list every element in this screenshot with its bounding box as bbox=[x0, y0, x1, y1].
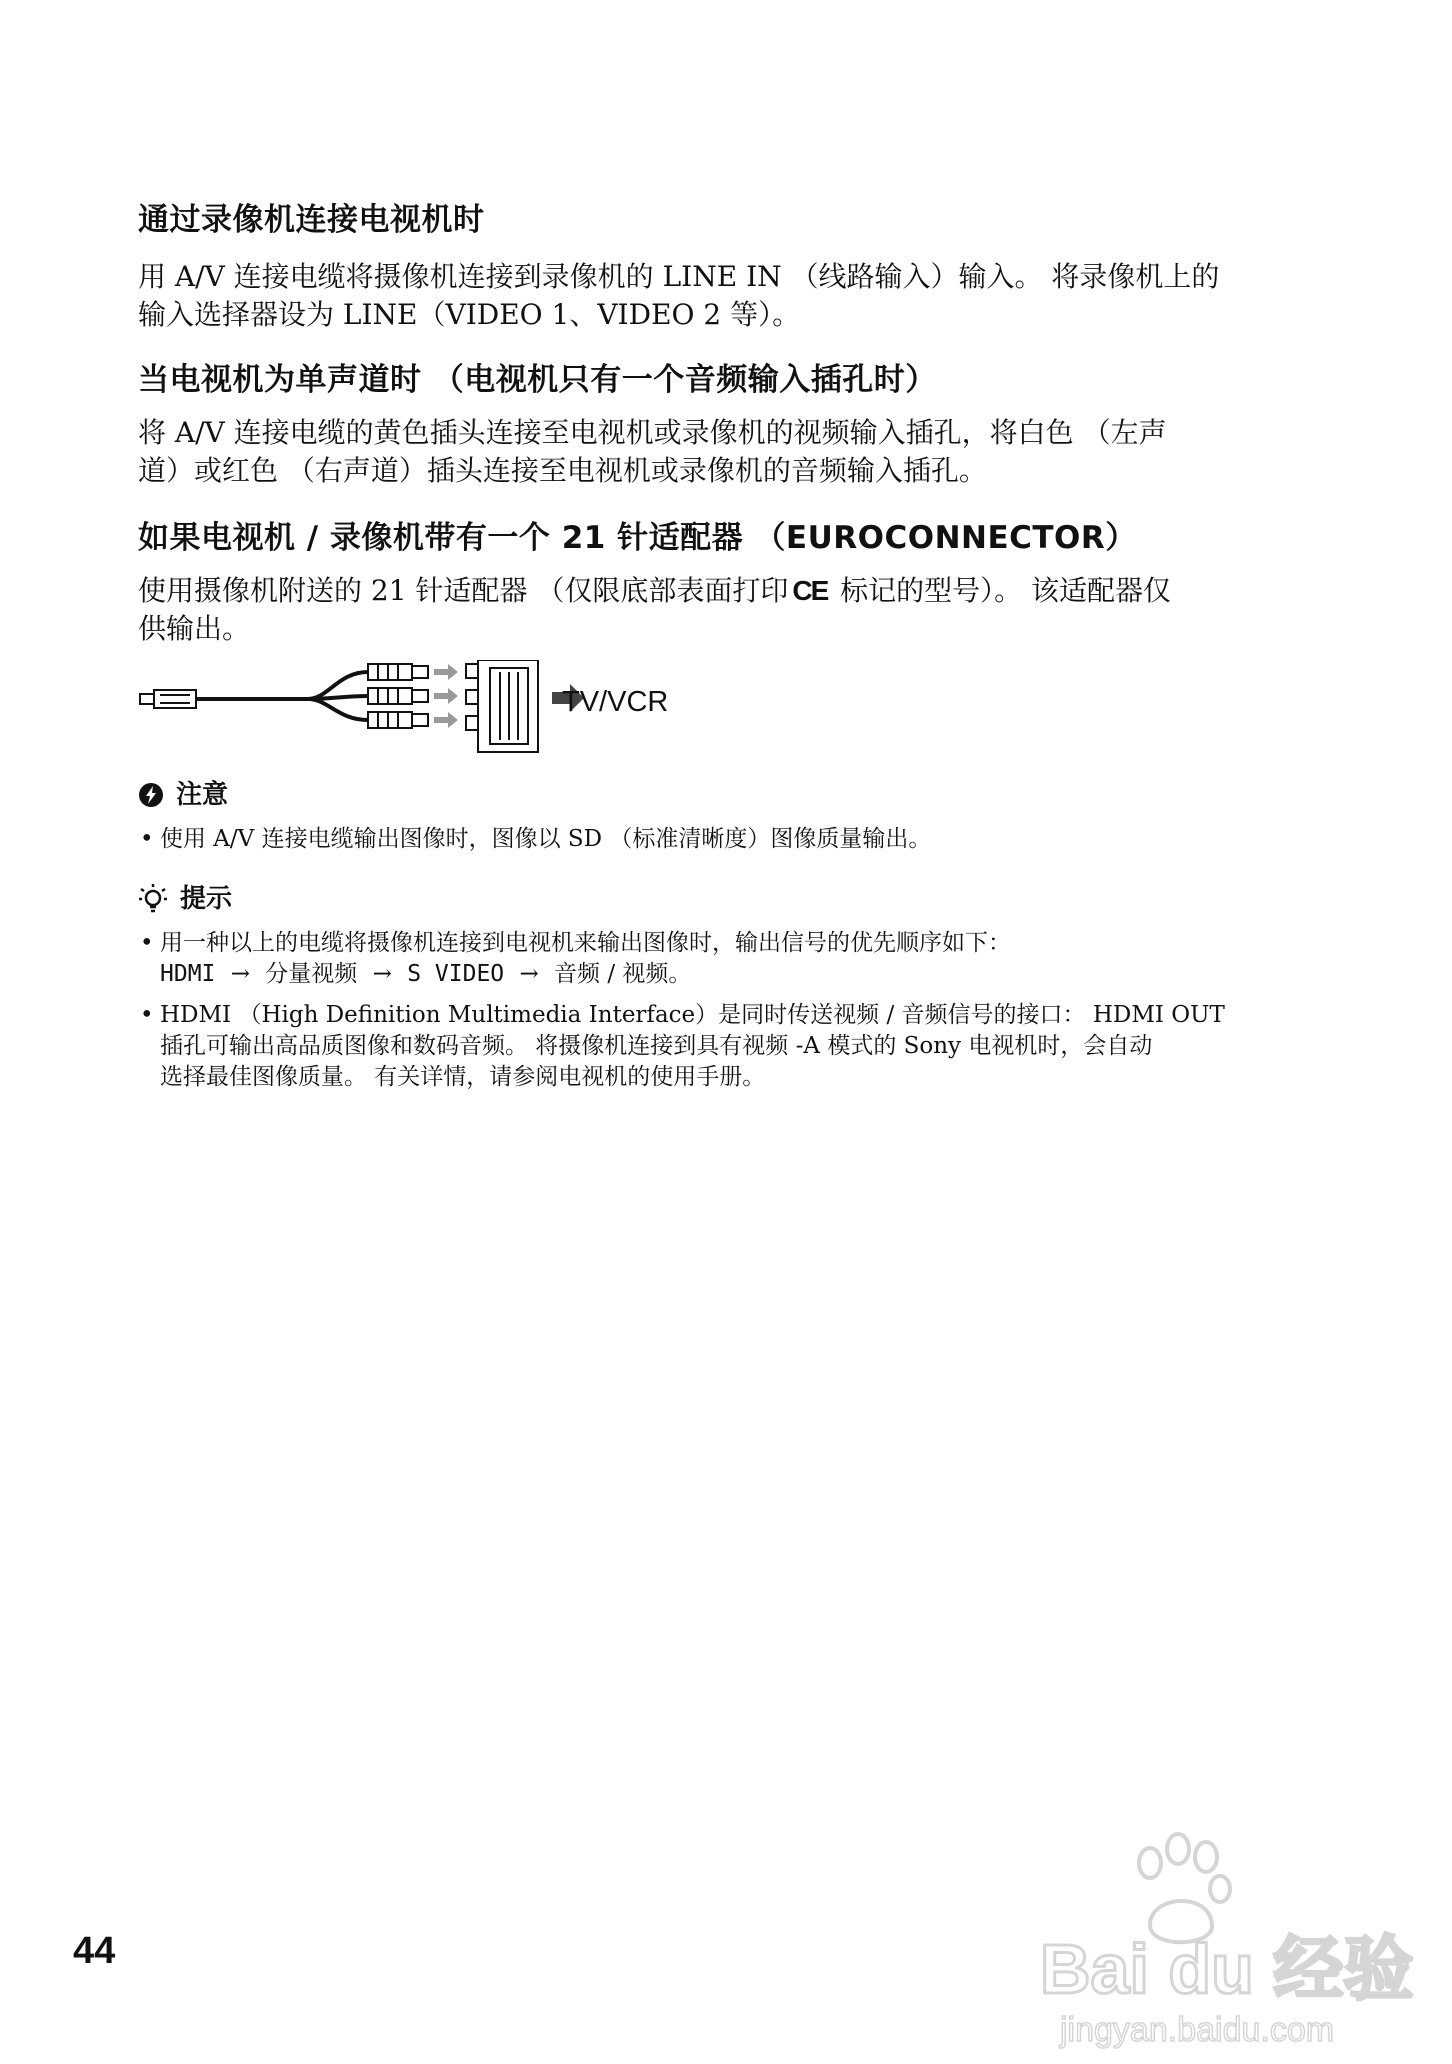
paragraph-line: 道）或红色 （右声道）插头连接至电视机或录像机的音频输入插孔。 bbox=[138, 454, 987, 487]
av-cable-icon bbox=[196, 672, 368, 720]
tips-list-item: • 用一种以上的电缆将摄像机连接到电视机来输出图像时，输出信号的优先顺序如下： HDMI → 分量视频 → S VIDEO → 音频 / 视频。 bbox=[138, 928, 1358, 990]
paw-logo-icon bbox=[1139, 1834, 1230, 1942]
caution-list-item: • 使用 A/V 连接电缆输出图像时，图像以 SD （标准清晰度）图像质量输出。 bbox=[138, 824, 1358, 855]
watermark-url: jingyan.baidu.com bbox=[1060, 2011, 1335, 2049]
section-paragraph-mono bbox=[138, 414, 1338, 490]
section-heading-mono: 当电视机为单声道时 （电视机只有一个音频输入插孔时） bbox=[138, 362, 937, 398]
list-item-line: 选择最佳图像质量。 有关详情，请参阅电视机的使用手册。 bbox=[160, 1064, 766, 1090]
list-item-line: 用一种以上的电缆将摄像机连接到电视机来输出图像时，输出信号的优先顺序如下： bbox=[160, 930, 1011, 956]
gray-arrows-icon bbox=[434, 664, 458, 728]
paragraph-line: 供输出。 bbox=[138, 612, 251, 645]
lightbulb-icon bbox=[138, 883, 168, 915]
section-heading-vcr: 通过录像机连接电视机时 bbox=[138, 202, 485, 238]
priority-step: 音频 / 视频。 bbox=[554, 961, 692, 987]
baidu-watermark bbox=[1020, 1815, 1420, 2055]
tv-vcr-label: TV/VCR bbox=[562, 686, 669, 718]
paragraph-line: 用 A/V 连接电缆将摄像机连接到录像机的 LINE IN （线路输入）输入。 将录像机上的 bbox=[138, 260, 1220, 293]
camcorder-plug-icon bbox=[140, 690, 196, 708]
paragraph-text: 标记的型号）。 该适配器仅 bbox=[831, 574, 1172, 607]
paragraph-line: 输入选择器设为 LINE（VIDEO 1、VIDEO 2 等）。 bbox=[138, 298, 801, 331]
caution-header bbox=[138, 778, 228, 812]
paragraph-text: 使用摄像机附送的 21 针适配器 （仅限底部表面打印 bbox=[138, 574, 789, 607]
priority-step: S VIDEO bbox=[407, 961, 505, 987]
tips-header bbox=[138, 882, 232, 916]
section-paragraph-euroconnector bbox=[138, 572, 1338, 648]
priority-step: 分量视频 bbox=[265, 961, 358, 987]
arrow-icon: → bbox=[372, 961, 392, 987]
arrow-icon: → bbox=[230, 961, 250, 987]
arrow-icon: → bbox=[519, 961, 539, 987]
watermark-brand: Bai du 经验 bbox=[1040, 1930, 1414, 2008]
ce-mark-icon: CE bbox=[792, 575, 828, 606]
rca-plugs-icon bbox=[368, 664, 428, 728]
tips-title: 提示 bbox=[180, 884, 233, 914]
priority-line bbox=[138, 959, 1358, 990]
priority-step: HDMI bbox=[160, 961, 216, 987]
caution-icon bbox=[138, 782, 164, 808]
list-item-line: 插孔可输出高品质图像和数码音频。 将摄像机连接到具有视频 -A 模式的 Sony 电视机时，会自动 bbox=[160, 1033, 1153, 1059]
paragraph-line: 将 A/V 连接电缆的黄色插头连接至电视机或录像机的视频输入插孔，将白色 （左声 bbox=[138, 416, 1167, 449]
tips-list-item: • HDMI （High Definition Multimedia Interface）是同时传送视频 / 音频信号的接口： HDMI OUT 插孔可输出高品质图像和数码音频。 将摄像机连接到具有视频 -A 模式的 Sony 电视机时，会自动 选择最佳图像质量。 有关详情，请参阅电视机的使用手册。 bbox=[138, 1000, 1358, 1093]
caution-title: 注意 bbox=[176, 780, 229, 810]
list-item-line: 使用 A/V 连接电缆输出图像时，图像以 SD （标准清晰度）图像质量输出。 bbox=[160, 826, 932, 852]
page-number: 44 bbox=[73, 1930, 116, 1972]
section-paragraph-vcr bbox=[138, 258, 1338, 334]
list-item-line: HDMI （High Definition Multimedia Interface）是同时传送视频 / 音频信号的接口： HDMI OUT bbox=[160, 1002, 1225, 1028]
scart-adapter-icon bbox=[466, 660, 538, 752]
section-heading-euroconnector: 如果电视机 / 录像机带有一个 21 针适配器 （EUROCONNECTOR） bbox=[138, 520, 1137, 556]
paragraph-line bbox=[138, 572, 1338, 610]
